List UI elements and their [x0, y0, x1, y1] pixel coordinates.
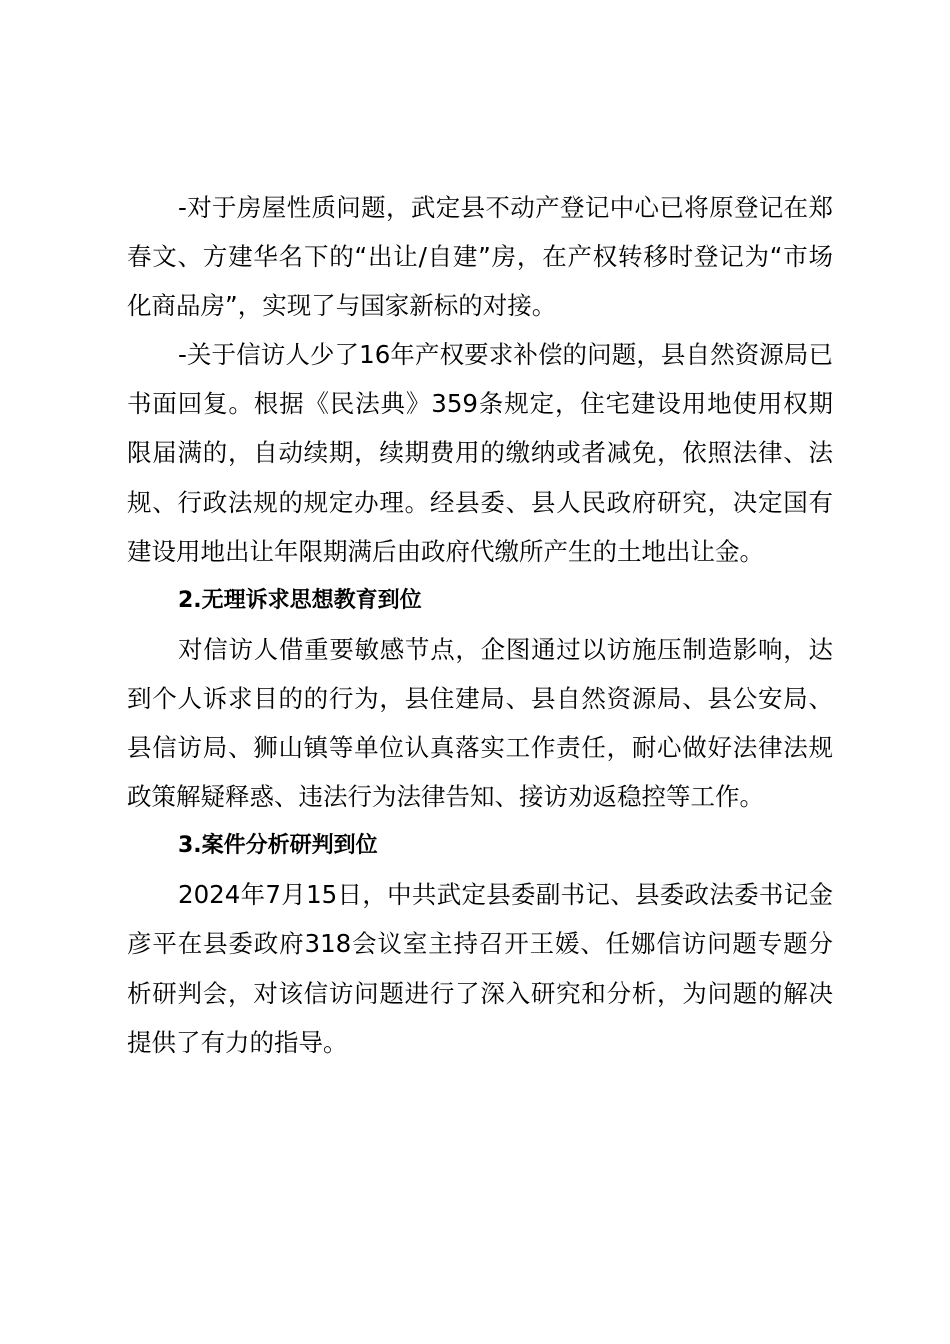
paragraph-house-nature: -对于房屋性质问题，武定县不动产登记中心已将原登记在郑春文、方建华名下的“出让/自建”房，在产权转移时登记为“市场化商品房”，实现了与国家新标的对接。 — [127, 193, 833, 321]
section-heading-case-analysis: 3.案件分析研判到位 — [178, 833, 378, 859]
section-heading-education: 2.无理诉求思想教育到位 — [178, 587, 422, 613]
paragraph-property-term-compensation: -关于信访人少了16年产权要求补偿的问题，县自然资源局已书面回复。根据《民法典》359条规定，住宅建设用地使用权期限届满的，自动续期，续期费用的缴纳或者减免，依照法律、法规、行政法规的规定办理。经县委、县人民政府研究，决定国有建设用地出让年限期满后由政府代缴所产生的土地出让金。 — [127, 340, 833, 566]
document-body — [127, 183, 833, 1067]
paragraph-education: 对信访人借重要敏感节点，企图通过以访施压制造影响，达到个人诉求目的的行为，县住建局、县自然资源局、县公安局、县信访局、狮山镇等单位认真落实工作责任，耐心做好法律法规政策解疑释惑、违法行为法律告知、接访劝返稳控等工作。 — [127, 634, 833, 812]
paragraph-case-analysis: 2024年7月15日，中共武定县委副书记、县委政法委书记金彦平在县委政府318会议室主持召开王媛、任娜信访问题专题分析研判会，对该信访问题进行了深入研究和分析，为问题的解决提供了有力的指导。 — [127, 880, 833, 1057]
